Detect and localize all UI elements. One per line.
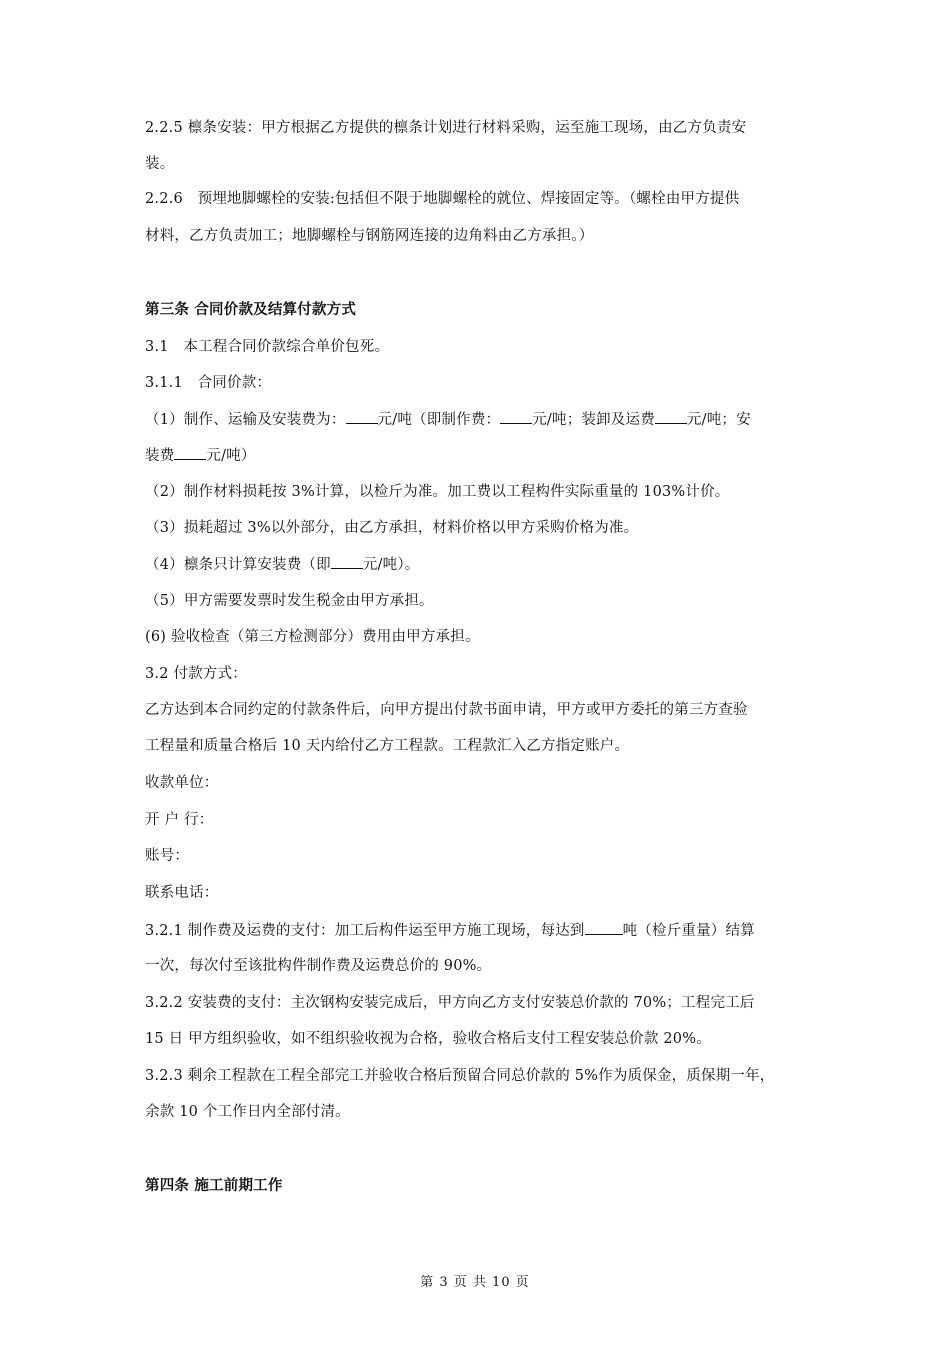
price-item-3: （3）损耗超过 3%以外部分，由乙方承担，材料价格以甲方采购价格为准。	[145, 520, 639, 536]
phone-label: 联系电话：	[145, 885, 219, 901]
clause-3-2-2-line1: 3.2.2 安装费的支付：主次钢构安装完成后，甲方向乙方支付安装总价款的 70%；工程完工后	[145, 995, 755, 1011]
price-item-1-text-e: 装费	[145, 448, 175, 464]
clause-3-2-3-line1: 3.2.3 剩余工程款在工程全部完工并验收合格后预留合同总价款的 5%作为质保金，质保期一年，	[145, 1068, 775, 1084]
clause-3-2-line2: 工程量和质量合格后 10 天内给付乙方工程款。工程款汇入乙方指定账户。	[145, 738, 630, 754]
price-item-1-line2	[145, 445, 810, 466]
clause-2-2-5-line2: 装。	[145, 156, 175, 172]
clause-3-2-1-line2: 一次，每次付至该批构件制作费及运费总价的 90%。	[145, 958, 492, 974]
price-item-4-text-b: 元/吨）。	[362, 557, 420, 573]
clause-3-1: 3.1 本工程合同价款综合单价包死。	[145, 339, 390, 355]
price-blank-total[interactable]	[346, 409, 378, 424]
clause-3-2-3-line2: 余款 10 个工作日内全部付清。	[145, 1104, 350, 1120]
clause-3-2-line1: 乙方达到本合同约定的付款条件后，向甲方提出付款书面申请，甲方或甲方委托的第三方查验	[145, 702, 748, 718]
page-number: 第 3 页 共 10 页	[420, 1275, 530, 1290]
article-3-title: 第三条 合同价款及结算付款方式	[145, 302, 357, 318]
price-blank-fabrication[interactable]	[500, 409, 532, 424]
price-blank-transport[interactable]	[655, 409, 687, 424]
clause-3-2-1-text-a: 3.2.1 制作费及运费的支付：加工后构件运至甲方施工现场，每达到	[145, 923, 585, 939]
clause-3-2-2-line2: 15 日 甲方组织验收，如不组织验收视为合格，验收合格后支付工程安装总价款 20%。	[145, 1031, 711, 1047]
clause-3-1-1: 3.1.1 合同价款：	[145, 375, 272, 391]
clause-3-2: 3.2 付款方式：	[145, 666, 247, 682]
price-item-1-text-d: 元/吨；安	[686, 412, 751, 428]
clause-3-2-1-text-b: 吨（检斤重量）结算	[622, 923, 755, 939]
price-item-1-line1	[145, 409, 810, 430]
account-label: 账号：	[145, 848, 190, 864]
price-item-1-text-b: 元/吨（即制作费：	[377, 412, 501, 428]
price-blank-installation[interactable]	[174, 445, 206, 460]
clause-2-2-6-line2: 材料，乙方负责加工；地脚螺栓与钢筋网连接的边角料由乙方承担。）	[145, 228, 594, 244]
payee-label: 收款单位：	[145, 775, 219, 791]
price-item-4-text-a: （4）檩条只计算安装费（即	[145, 557, 331, 573]
price-blank-purlin[interactable]	[331, 554, 363, 569]
price-item-5: （5）甲方需要发票时发生税金由甲方承担。	[145, 593, 434, 609]
clause-3-2-1-line1	[145, 920, 810, 941]
tonnage-blank[interactable]	[585, 920, 623, 935]
article-4-title: 第四条 施工前期工作	[145, 1178, 283, 1194]
price-item-2: （2）制作材料损耗按 3%计算，以检斤为准。加工费以工程构件实际重量的 103%计价。	[145, 484, 730, 500]
price-item-1-text-c: 元/吨；装卸及运费	[532, 412, 655, 428]
clause-2-2-5-line1: 2.2.5 檩条安装：甲方根据乙方提供的檩条计划进行材料采购，运至施工现场，由乙方负责安	[145, 120, 747, 136]
price-item-1-text-a: （1）制作、运输及安装费为：	[145, 412, 346, 428]
price-item-4	[145, 554, 810, 575]
price-item-6: (6) 验收检查（第三方检测部分）费用由甲方承担。	[145, 629, 480, 645]
bank-label: 开 户 行：	[145, 812, 214, 828]
clause-2-2-6-line1: 2.2.6 预埋地脚螺栓的安装:包括但不限于地脚螺栓的就位、焊接固定等。（螺栓由甲方提供	[145, 191, 740, 207]
price-item-1-text-f: 元/吨）	[206, 448, 256, 464]
